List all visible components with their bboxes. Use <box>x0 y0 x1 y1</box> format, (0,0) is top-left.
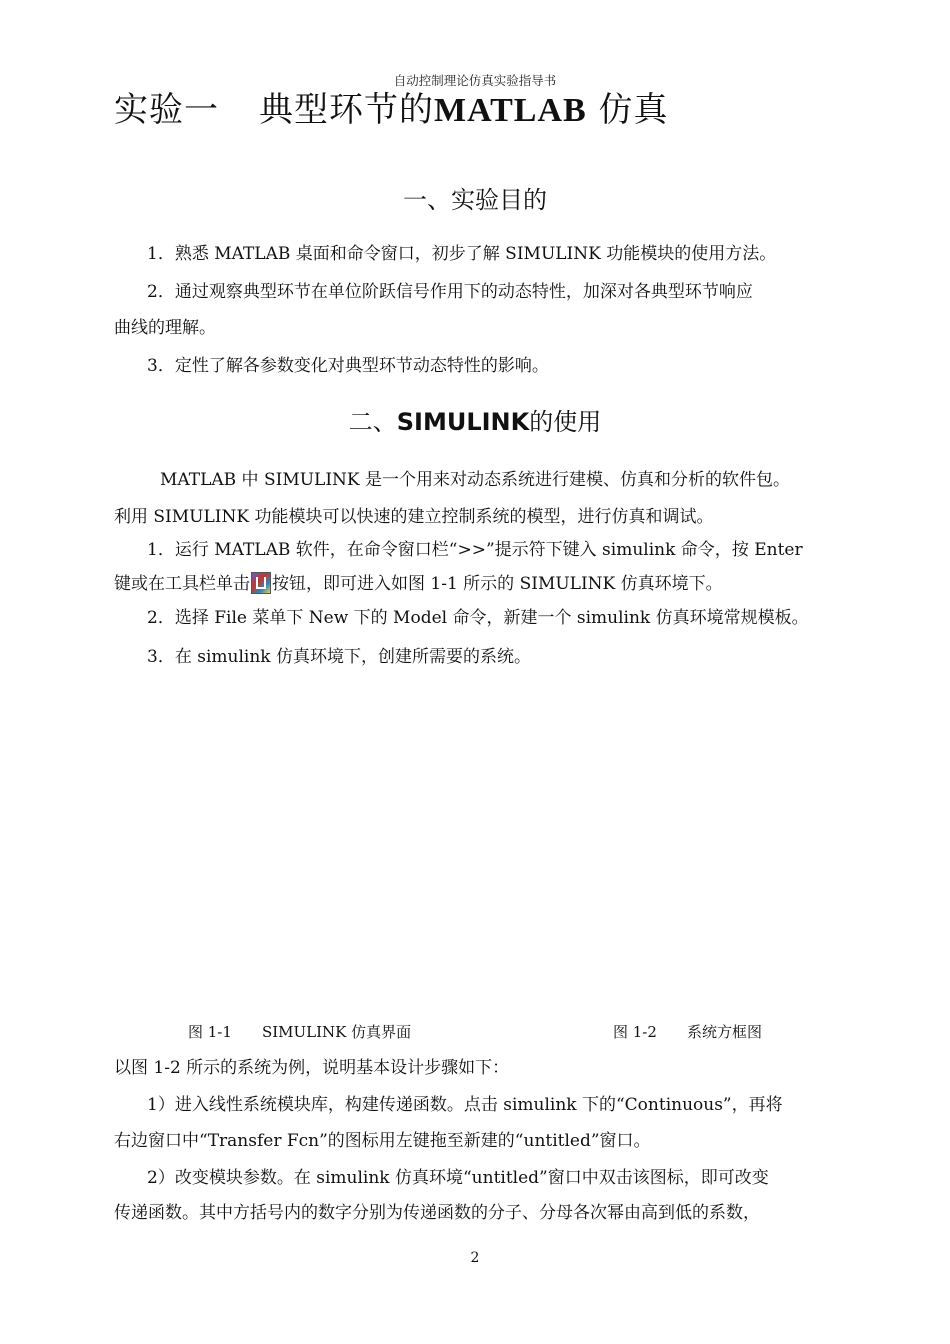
objective-item-3: 3．定性了解各参数变化对典型环节动态特性的影响。 <box>147 356 549 376</box>
document-title <box>114 88 669 133</box>
objective-item-2-cont: 曲线的理解。 <box>114 318 216 338</box>
section2-heading-prefix: 二、 <box>348 408 397 436</box>
objective-item-2: 2．通过观察典型环节在单位阶跃信号作用下的动态特性，加深对各典型环节响应 <box>147 282 753 302</box>
intro-line-2: 利用 SIMULINK 功能模块可以快速的建立控制系统的模型，进行仿真和调试。 <box>114 507 714 527</box>
usage-step-1-line-2 <box>114 572 838 596</box>
usage-step-1-line-1: 1．运行 MATLAB 软件，在命令窗口栏“>>”提示符下键入 simulink 命令，按 Enter <box>147 540 803 560</box>
figure-2-caption <box>613 1022 762 1042</box>
title-prefix: 实验一 <box>114 90 219 130</box>
steps-intro: 以图 1-2 所示的系统为例，说明基本设计步骤如下： <box>114 1058 510 1078</box>
design-step-1-line-2: 右边窗口中“Transfer Fcn”的图标用左键拖至新建的“untitled”窗口。 <box>114 1131 651 1151</box>
usage-step-1-before-icon: 键或在工具栏单击 <box>114 574 250 594</box>
usage-step-1-after-icon: 按钮，即可进入如图 1-1 所示的 SIMULINK 仿真环境下。 <box>272 574 723 594</box>
usage-step-2: 2．选择 File 菜单下 New 下的 Model 命令，新建一个 simulink 仿真环境常规模板。 <box>147 608 809 628</box>
figure-2-text: 系统方框图 <box>686 1023 762 1041</box>
design-step-2-line-2: 传递函数。其中方括号内的数字分别为传递函数的分子、分母各次幂由高到低的系数， <box>114 1203 760 1223</box>
figure-1-number: 图 1-1 <box>188 1023 232 1041</box>
usage-step-3: 3．在 simulink 仿真环境下，创建所需要的系统。 <box>147 647 531 667</box>
design-step-1-line-1: 1）进入线性系统模块库，构建传递函数。点击 simulink 下的“Continuous”，再将 <box>147 1095 783 1115</box>
intro-line-1: MATLAB 中 SIMULINK 是一个用来对动态系统进行建模、仿真和分析的软件包。 <box>160 470 791 490</box>
objective-item-1: 1．熟悉 MATLAB 桌面和命令窗口，初步了解 SIMULINK 功能模块的使用方法。 <box>147 244 777 264</box>
design-step-2-line-1: 2）改变模块参数。在 simulink 仿真环境“untitled”窗口中双击该图标，即可改变 <box>147 1168 769 1188</box>
title-main: 典型环节的 <box>259 90 434 130</box>
figure-1-caption <box>188 1022 411 1042</box>
figure-1-text: SIMULINK 仿真界面 <box>261 1023 412 1041</box>
title-suffix: 仿真 <box>598 90 669 130</box>
figure-2-number: 图 1-2 <box>613 1023 657 1041</box>
page-header: 自动控制理论仿真实验指导书 <box>393 73 557 88</box>
section2-heading-latin: SIMULINK <box>396 408 530 436</box>
title-latin: MATLAB <box>434 92 587 129</box>
simulink-toolbar-icon <box>251 572 271 594</box>
page-number: 2 <box>470 1250 480 1266</box>
section1-heading: 一、实验目的 <box>403 186 547 214</box>
section2-heading-suffix: 的使用 <box>529 408 602 436</box>
figure-area <box>114 680 838 1010</box>
section2-heading <box>0 406 950 438</box>
